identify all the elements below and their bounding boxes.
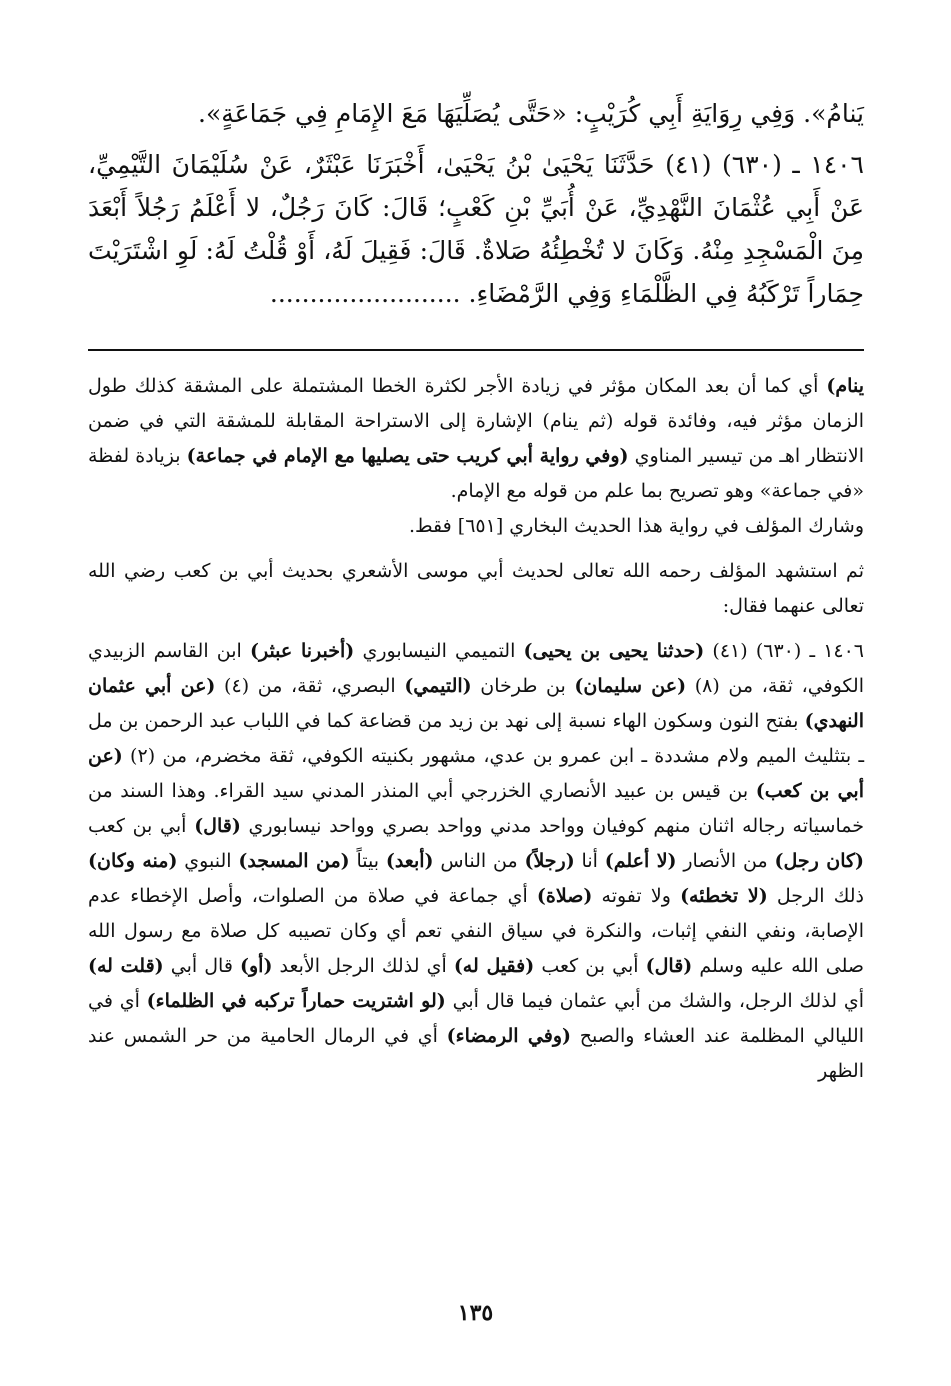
quoted-term: (عن أبي بن كعب) — [88, 745, 864, 802]
commentary-text: البصري، ثقة، من (٤) — [215, 675, 405, 697]
commentary-text: ابن القاسم الزبيدي الكوفي، ثقة، من (٨) — [88, 640, 864, 697]
commentary-text: بن طرخان — [471, 675, 575, 697]
commentary-text: قال أبي — [163, 955, 240, 977]
quoted-term: ينام) — [826, 375, 864, 397]
commentary-text: من الأنصار — [676, 850, 775, 872]
commentary-block — [88, 369, 864, 1089]
quoted-term: (وفي رواية أبي كريب حتى يصليها مع الإمام في جماعة) — [186, 445, 629, 467]
page-number: ١٣٥ — [457, 1300, 494, 1326]
quoted-term: (لا أعلم) — [604, 850, 677, 872]
commentary-text: أبي بن كعب — [88, 815, 195, 837]
quoted-term: (قال) — [645, 955, 693, 977]
commentary-text: أبي بن كعب — [534, 955, 646, 977]
hadith-line-narration: يَنامُ». وَفِي رِوَايَةِ أَبِي كُرَيْبٍ: «حَتَّى يُصَلِّيَهَا مَعَ الإِمَامِ فِي جَمَاعَةٍ». — [198, 99, 864, 128]
commentary-paragraph — [88, 634, 864, 1089]
commentary-text: أنا — [574, 850, 605, 872]
quoted-term: (التيمي) — [404, 675, 472, 697]
quoted-term: (كان رجل) — [774, 850, 865, 872]
quoted-term: (لو اشتريت حماراً تركبه في الظلماء) — [146, 990, 446, 1012]
quoted-term: (حدثنا يحيى بن يحيى) — [523, 640, 705, 662]
commentary-text: بن قيس بن عبيد الأنصاري الخزرجي أبي المنذر المدني سيد القراء. وهذا السند من خماسياته رجاله اثنان منهم كوفيان وواحد مدني وواحد بصري وواحد نيسابوري — [88, 780, 864, 837]
commentary-text: ولا تفوته — [592, 885, 681, 907]
quoted-term: (أبعد) — [385, 850, 434, 872]
commentary-text: أي في الرمال الحامية من حر الشمس عند الظهر — [88, 1025, 864, 1082]
commentary-text: التميمي النيسابوري — [354, 640, 524, 662]
hadith-1406: ١٤٠٦ ـ (٦٣٠) (٤١) حَدَّثَنَا يَحْيَىٰ بْنُ يَحْيَىٰ، أَخْبَرَنَا عَبْثَرٌ، عَنْ سُلَيْمَانَ التَّيْمِيِّ، عَنْ أَبِي عُثْمَانَ النَّهْدِيِّ، عَنْ أُبَيِّ بْنِ كَعْبٍ؛ قَالَ: كَانَ رَجُلٌ، لا أَعْلَمُ رَجُلاً أَبْعَدَ مِنَ الْمَسْجِدِ مِنْهُ. وَكَانَ لا تُخْطِئُهُ صَلاةٌ. قَالَ: فَقِيلَ لَهُ، أَوْ قُلْتُ لَهُ: لَوِ اشْتَرَيْتَ حِمَاراً تَرْكَبُهُ فِي الظَّلْمَاءِ وَفِي الرَّمْضَاءِ. ........................ — [88, 150, 864, 308]
footnote-divider — [88, 349, 864, 351]
commentary-text: من الناس — [433, 850, 525, 872]
commentary-text: أي كما أن بعد المكان مؤثر في زيادة الأجر لكثرة الخطا المشتملة على المشقة كذلك طول الزمان مؤثر فيه، وفائدة قوله (ثم ينام) الإشارة إلى الاستراحة المقابلة للمشقة التي في ضمن الانتظار اهـ من تيسير المناوي — [88, 375, 864, 467]
quoted-term: (منه وكان) — [88, 850, 178, 872]
quoted-term: (فقيل له) — [453, 955, 535, 977]
quoted-term: (عن سليمان) — [574, 675, 687, 697]
commentary-text: بفتح النون وسكون الهاء نسبة إلى نهد بن زيد من قضاعة كما في اللباب عبد الرحمن بن مل ـ بتثليث الميم ولام مشددة ـ ابن عمرو بن عدي، مشهور بكنيته الكوفي، ثقة مخضرم، من (٢) — [88, 710, 865, 767]
commentary-text: أي لذلك الرجل، والشك من أبي عثمان فيما قال أبي — [445, 990, 864, 1012]
quoted-term: (رجلاً) — [524, 850, 575, 872]
commentary-paragraph — [88, 369, 864, 509]
commentary-paragraph: ثم استشهد المؤلف رحمه الله تعالى لحديث أبي موسى الأشعري بحديث أبي بن كعب رضي الله تعالى عنهما فقال: — [88, 560, 864, 617]
hadith-text-block — [88, 92, 864, 315]
quoted-term: (وفي الرمضاء) — [446, 1025, 571, 1047]
commentary-paragraph: وشارك المؤلف في رواية هذا الحديث البخاري [٦٥١] فقط. — [408, 515, 864, 537]
commentary-text: أي جماعة في صلاة من الصلوات، وأصل الإخطاء عدم الإصابة، ونفي النفي إثبات، والنكرة في سياق النفي تعم أي وكان تصيبه كل صلاة مع رسول الله صلى الله عليه وسلم — [88, 885, 865, 977]
quoted-term: (أخبرنا عبثر) — [249, 640, 355, 662]
quoted-term: (عن أبي عثمان النهدي) — [88, 675, 864, 732]
quoted-term: (قلت له) — [88, 955, 164, 977]
quoted-term: (من المسجد) — [238, 850, 350, 872]
quoted-term: (أو) — [240, 955, 273, 977]
commentary-text: بيتاً — [349, 850, 386, 872]
quoted-term: (قال) — [194, 815, 241, 837]
commentary-text: أي في الليالي المظلمة عند العشاء والصبح — [88, 990, 864, 1047]
quoted-term: (لا تخطئه) — [680, 885, 768, 907]
commentary-text: النبوي — [177, 850, 239, 872]
page-body — [88, 92, 864, 1089]
commentary-text: بزيادة لفظة «في جماعة» وهو تصريح بما علم من قوله مع الإمام. — [88, 445, 864, 502]
commentary-text: ١٤٠٦ ـ (٦٣٠) (٤١) — [704, 640, 865, 662]
quoted-term: (صلاة) — [536, 885, 593, 907]
commentary-text: أي لذلك الرجل الأبعد — [272, 955, 454, 977]
commentary-text: ذلك الرجل — [767, 885, 864, 907]
